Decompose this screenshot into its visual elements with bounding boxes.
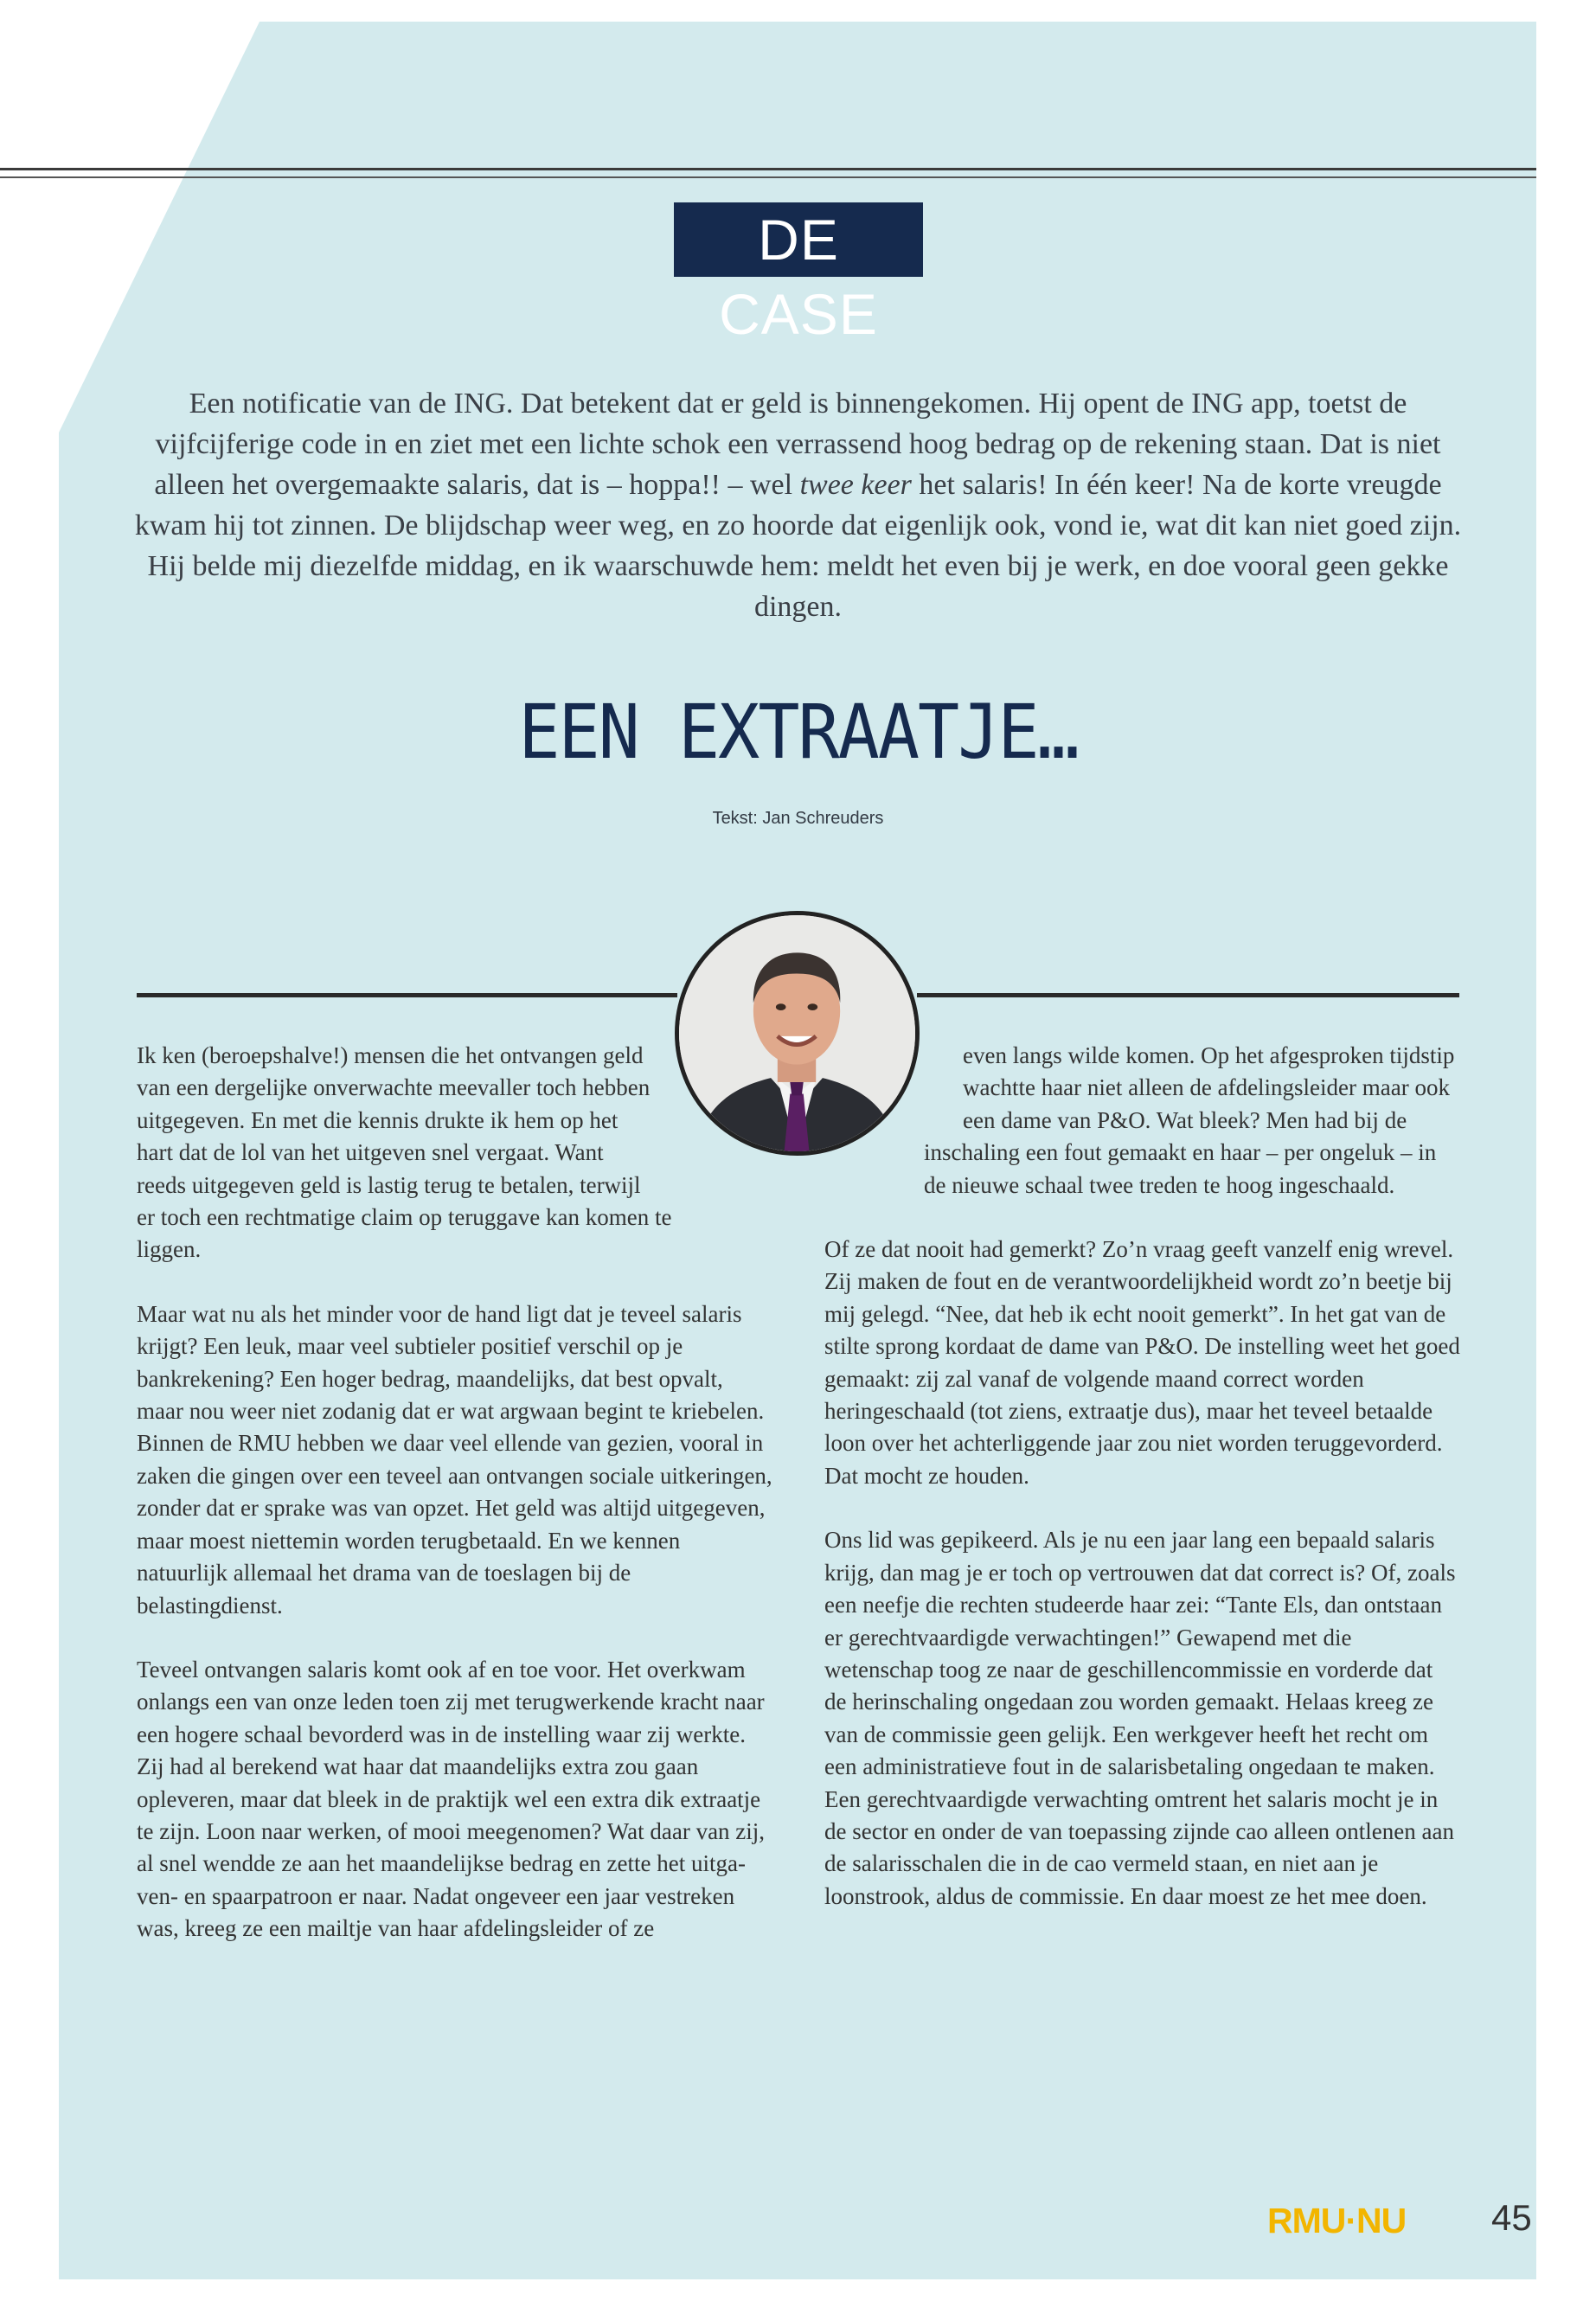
paragraph: Of ze dat nooit had gemerkt? Zo’n vraag geeft vanzelf enig wrevel. Zij maken de fout en de verantwoordelijkheid wordt zo’n beetje bij mij gelegd. “Nee, dat heb ik echt nooit gemerkt”. In het gat van de stilte sprong kordaat de dame van P&O. De instelling weet het goed gemaakt: zij zal vanaf de volgende maand correct worden heringeschaald (tot ziens, extraatje dus), maar het teveel betaalde loon over het achterliggende jaar zou niet worden teruggevorderd. Dat mocht ze houden.	[824, 1236, 1460, 1489]
article-column-left	[137, 1040, 772, 1977]
page-number: 45	[1491, 2197, 1532, 2238]
article-column-right	[824, 1040, 1460, 1945]
divider-left	[137, 993, 677, 997]
section-label: DE CASE	[674, 202, 923, 277]
divider-right	[917, 993, 1459, 997]
byline: Tekst: Jan Schreuders	[712, 809, 884, 828]
intro-paragraph: Een notificatie van de ING. Dat betekent dat er geld is binnengekomen. Hij opent de ING app, toetst de vijfcijferige code in en ziet met een lichte schok een verrassend hoog bedrag op de rekening staan. Dat is niet alleen het overgemaakte salaris, dat is – hoppa!! – wel twee keer het salaris! In één keer! Na de korte vreugde kwam hij tot zinnen. De blijdschap weer weg, en zo hoorde dat eigenlijk ook, vond ie, wat dit kan niet goed zijn. Hij belde mij diezelfde middag, en ik waarschuwde hem: meldt het even bij je werk, en doe vooral geen gekke dingen.	[134, 388, 1462, 623]
article-title: EEN EXTRAATJE…	[518, 689, 1078, 776]
paragraph: Ik ken (beroepshalve!) mensen die het ontvangen geld van een dergelijke onverwachte meevaller toch hebben uitgegeven. En met die kennis drukte ik hem op het hart dat de lol van het uitgeven snel vergaat. Want reeds uitgegeven geld is lastig terug te betalen, terwijl er toch een rechtmatige claim op teruggave kan komen te liggen.	[137, 1042, 672, 1263]
paragraph: even langs wilde komen. Op het afgesproken tijdstip wachtte haar niet alleen de afdelingsleider maar ook een dame van P&O. Wat bleek? Men had bij de inschaling een fout gemaakt en haar – per ongeluk – in de nieuwe schaal twee treden te hoog ingeschaald.	[924, 1042, 1455, 1198]
paragraph: Teveel ontvangen salaris komt ook af en toe voor. Het overkwam onlangs een van onze leden toen zij met terugwerkende kracht naar een hogere schaal bevorderd was in de instelling waar zij werkte. Zij had al berekend wat haar dat maandelijks extra zou gaan opleveren, maar dat bleek in de praktijk wel een extra dik extraatje te zijn. Loon naar werken, of mooi meegenomen? Wat daar van zij, al snel wendde ze aan het maandelijkse bedrag en zette het uitgaven- en spaarpatroon er naar. Nadat ongeveer een jaar vestreken was, kreeg ze een mailtje van haar afdelingsleider of ze	[137, 1656, 766, 1942]
header-rule-thin	[0, 176, 1536, 178]
brand-logo: RMU·NU	[1267, 2201, 1407, 2240]
header-rule	[0, 168, 1536, 170]
paragraph: Ons lid was gepikeerd. Als je nu een jaar lang een bepaald salaris krijg, dan mag je er toch op vertrouwen dat dat correct is? Of, zoals een neefje die rechten studeerde haar zei: “Tante Els, dan ontstaan er gerechtvaardigde verwachtingen!” Gewapend met die wetenschap toog ze naar de geschillencommissie en vorderde dat de herinschaling ongedaan zou worden gemaakt. Helaas kreeg ze van de commissie geen gelijk. Een werkgever heeft het recht om een administratieve fout in de salarisbetaling ongedaan te maken. Een gerechtvaardigde verwachting omtrent het salaris mocht je in de sector en onder de van toepassing zijnde cao alleen ontlenen aan de salarisschalen die in de cao vermeld staan, en niet aan je loonstrook, aldus de commissie. En daar moest ze het mee doen.	[824, 1527, 1456, 1909]
paragraph: Maar wat nu als het minder voor de hand ligt dat je teveel salaris krijgt? Een leuk, maar veel subtieler positief verschil op je bankrekening? Een hoger bedrag, maandelijks, dat best opvalt, maar nou weer niet zodanig dat er wat argwaan begint te kriebelen. Binnen de RMU hebben we daar veel ellende van gezien, vooral in zaken die gingen over een teveel aan ontvangen sociale uitkeringen, zonder dat er sprake was van opzet. Het geld was altijd uitgegeven, maar moest niettemin worden terugbetaald. En we kennen natuurlijk allemaal het drama van de toeslagen bij de belastingdienst.	[137, 1300, 772, 1618]
